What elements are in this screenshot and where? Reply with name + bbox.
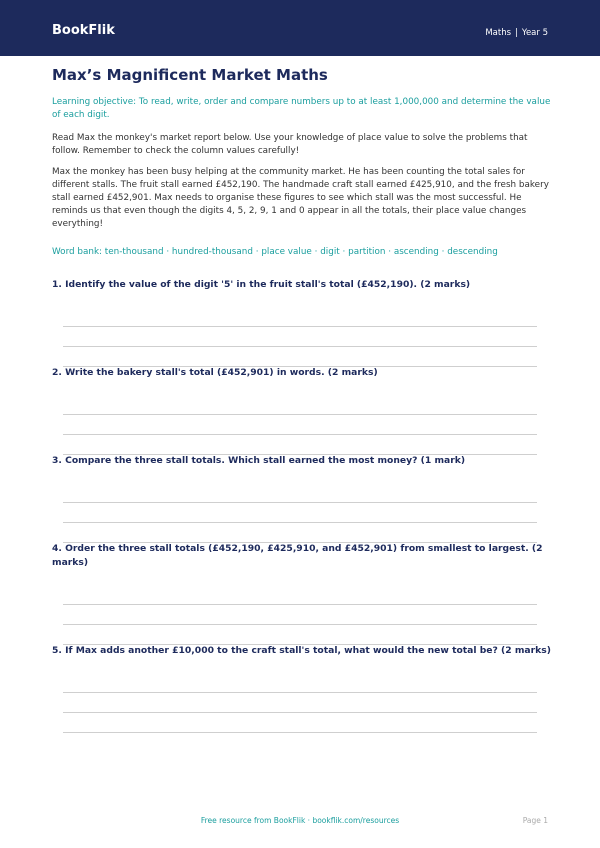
subject-label: Maths (485, 28, 512, 38)
answer-line[interactable] (63, 712, 537, 713)
answer-line[interactable] (63, 624, 537, 625)
page-number: Page 1 (522, 816, 548, 825)
learning-objective: Learning objective: To read, write, order and compare numbers up to at least 1,000,000 and determine the value of each digit. (52, 97, 551, 120)
story-text: Max the monkey has been busy helping at the community market. He has been counting the total sales for different stalls. The fruit stall earned £452,190. The handmade craft stall earned £425,910, and the fresh bakery stall earned £452,901. Max needs to organise these figures to see which stall was the most successful. He reminds us that even though the digits 4, 5, 2, 9, 1 and 0 appear in all the totals, their place value changes everything! (52, 167, 549, 229)
answer-line[interactable] (63, 502, 537, 503)
word-bank: Word bank: ten-thousand · hundred-thousand · place value · digit · partition · ascending · descending (52, 247, 498, 257)
question-2: 2. Write the bakery stall's total (£452,901) in words. (2 marks) (52, 367, 378, 378)
year-label: Year 5 (521, 28, 548, 38)
worksheet-title: Max’s Magnificent Market Maths (52, 66, 328, 84)
answer-line[interactable] (63, 414, 537, 415)
question-4: 4. Order the three stall totals (£452,190, £425,910, and £452,901) from smallest to largest. (2 marks) (52, 543, 543, 568)
header-separator: | (515, 28, 518, 38)
instructions-text: Read Max the monkey's market report below. Use your knowledge of place value to solve the problems that follow. Remember to check the column values carefully! (52, 133, 528, 156)
answer-line[interactable] (63, 522, 537, 523)
question-3: 3. Compare the three stall totals. Which stall earned the most money? (1 mark) (52, 455, 466, 466)
page-header (0, 0, 600, 56)
footer-link[interactable]: Free resource from BookFlik · bookflik.com/resources (200, 816, 400, 825)
question-1: 1. Identify the value of the digit '5' in the fruit stall's total (£452,190). (2 marks) (52, 279, 471, 290)
header-meta (485, 27, 548, 39)
question-5: 5. If Max adds another £10,000 to the craft stall's total, what would the new total be? (2 marks) (52, 645, 551, 656)
answer-line[interactable] (63, 346, 537, 347)
answer-line[interactable] (63, 326, 537, 327)
answer-line[interactable] (63, 732, 537, 733)
answer-line[interactable] (63, 692, 537, 693)
answer-line[interactable] (63, 434, 537, 435)
brand-logo[interactable]: BookFlik (52, 23, 115, 38)
answer-line[interactable] (63, 604, 537, 605)
